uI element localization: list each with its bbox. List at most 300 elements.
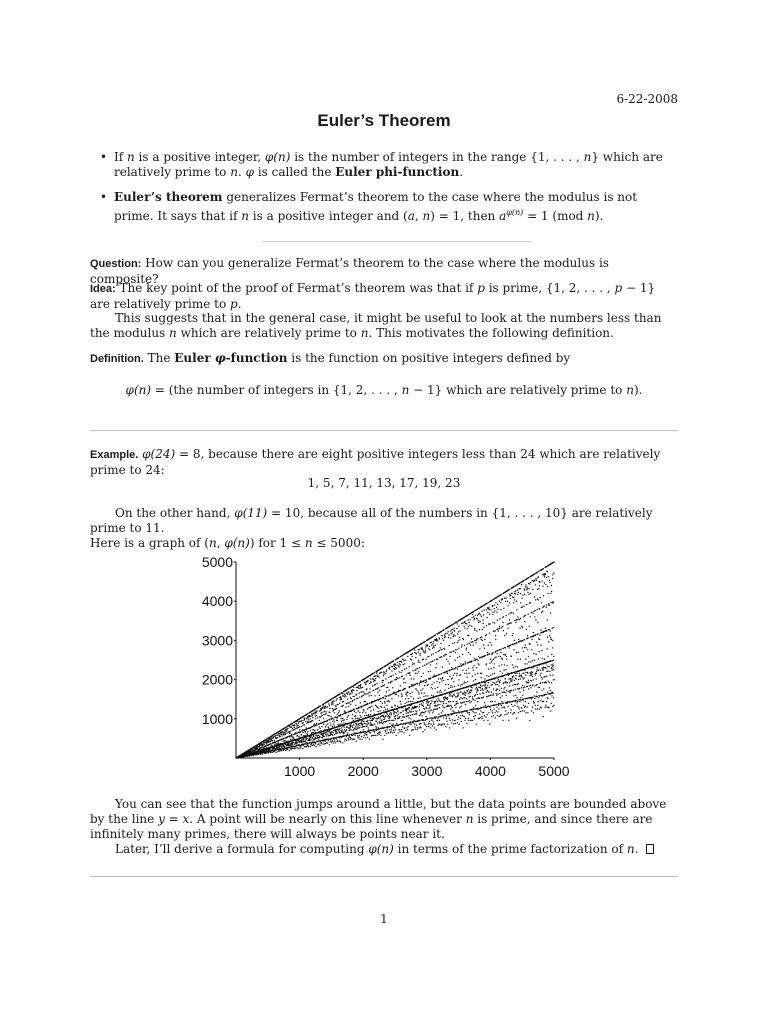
data-point bbox=[359, 688, 360, 689]
data-point bbox=[306, 746, 307, 747]
data-point bbox=[411, 659, 412, 660]
data-point bbox=[515, 590, 516, 591]
data-point bbox=[523, 651, 524, 652]
data-point bbox=[419, 697, 420, 698]
data-point bbox=[451, 692, 452, 693]
data-point bbox=[487, 690, 488, 691]
data-point bbox=[412, 662, 413, 663]
data-point bbox=[395, 729, 396, 730]
data-point bbox=[519, 619, 520, 620]
data-point bbox=[433, 653, 434, 654]
data-point bbox=[476, 723, 477, 724]
data-point bbox=[494, 712, 495, 713]
data-point bbox=[507, 624, 508, 625]
data-point bbox=[411, 723, 412, 724]
data-point bbox=[444, 699, 445, 700]
data-point bbox=[401, 670, 402, 671]
data-point bbox=[512, 633, 513, 634]
data-point bbox=[363, 729, 364, 730]
data-point bbox=[464, 697, 465, 698]
data-point bbox=[484, 688, 485, 689]
data-point bbox=[541, 650, 542, 651]
data-point bbox=[514, 640, 515, 641]
data-point bbox=[415, 684, 416, 685]
data-point bbox=[435, 634, 436, 635]
data-point bbox=[536, 684, 537, 685]
data-point bbox=[433, 682, 434, 683]
data-point bbox=[336, 733, 337, 734]
data-point bbox=[510, 645, 511, 646]
data-point bbox=[425, 659, 426, 660]
data-point bbox=[393, 720, 394, 721]
data-point bbox=[375, 684, 376, 685]
data-point bbox=[505, 669, 506, 670]
data-point bbox=[520, 678, 521, 679]
data-point bbox=[453, 701, 454, 702]
data-point bbox=[503, 616, 504, 617]
data-point bbox=[522, 640, 523, 641]
data-point bbox=[526, 629, 527, 630]
data-point bbox=[448, 701, 449, 702]
data-point bbox=[262, 754, 263, 755]
data-point bbox=[400, 712, 401, 713]
data-point bbox=[401, 731, 402, 732]
data-point bbox=[500, 649, 501, 650]
data-point bbox=[527, 686, 528, 687]
data-point bbox=[328, 703, 329, 704]
data-point bbox=[373, 729, 374, 730]
data-point bbox=[333, 723, 334, 724]
data-point bbox=[501, 701, 502, 702]
data-point bbox=[444, 723, 445, 724]
data-point bbox=[421, 692, 422, 693]
data-point bbox=[439, 707, 440, 708]
data-point bbox=[350, 729, 351, 730]
data-point bbox=[488, 602, 489, 603]
data-point bbox=[447, 699, 448, 700]
data-point bbox=[470, 691, 471, 692]
data-point bbox=[383, 697, 384, 698]
data-point bbox=[273, 736, 274, 737]
data-point bbox=[487, 720, 488, 721]
data-point bbox=[334, 734, 335, 735]
data-point bbox=[310, 718, 311, 719]
data-point bbox=[314, 723, 315, 724]
data-point bbox=[444, 634, 445, 635]
data-point bbox=[386, 696, 387, 697]
data-point bbox=[378, 687, 379, 688]
data-point bbox=[440, 701, 441, 702]
data-point bbox=[509, 685, 510, 686]
data-point bbox=[508, 613, 509, 614]
data-point bbox=[439, 650, 440, 651]
data-point bbox=[394, 669, 395, 670]
data-point bbox=[301, 740, 302, 741]
data-point bbox=[532, 612, 533, 613]
data-point bbox=[516, 619, 517, 620]
data-point bbox=[447, 697, 448, 698]
data-point bbox=[548, 576, 549, 577]
data-point bbox=[475, 705, 476, 706]
data-point bbox=[437, 708, 438, 709]
data-point bbox=[380, 732, 381, 733]
data-point bbox=[522, 627, 523, 628]
data-point bbox=[383, 685, 384, 686]
data-point bbox=[499, 626, 500, 627]
data-point bbox=[403, 682, 404, 683]
data-point bbox=[427, 705, 428, 706]
data-point bbox=[454, 660, 455, 661]
data-point bbox=[435, 708, 436, 709]
data-point bbox=[397, 711, 398, 712]
data-point bbox=[492, 701, 493, 702]
data-point bbox=[424, 712, 425, 713]
data-point bbox=[430, 671, 431, 672]
data-point bbox=[481, 677, 482, 678]
data-point bbox=[523, 699, 524, 700]
data-point bbox=[434, 727, 435, 728]
data-point bbox=[501, 664, 502, 665]
data-point bbox=[363, 726, 364, 727]
data-point bbox=[434, 676, 435, 677]
data-point bbox=[520, 593, 521, 594]
data-point bbox=[542, 678, 543, 679]
data-point bbox=[534, 596, 535, 597]
data-point bbox=[436, 639, 437, 640]
data-point bbox=[544, 676, 545, 677]
data-point bbox=[530, 593, 531, 594]
data-point bbox=[426, 681, 427, 682]
data-point bbox=[298, 736, 299, 737]
data-point bbox=[500, 671, 501, 672]
data-point bbox=[350, 726, 351, 727]
data-point bbox=[302, 732, 303, 733]
data-point bbox=[489, 707, 490, 708]
data-point bbox=[445, 684, 446, 685]
data-point bbox=[467, 681, 468, 682]
data-point bbox=[494, 622, 495, 623]
data-point bbox=[284, 746, 285, 747]
data-point bbox=[513, 649, 514, 650]
data-point bbox=[484, 682, 485, 683]
data-point bbox=[525, 706, 526, 707]
data-point bbox=[377, 691, 378, 692]
data-point bbox=[298, 748, 299, 749]
data-point bbox=[411, 691, 412, 692]
data-point bbox=[348, 738, 349, 739]
data-point bbox=[346, 703, 347, 704]
data-point bbox=[341, 721, 342, 722]
data-point bbox=[272, 740, 273, 741]
data-point bbox=[300, 747, 301, 748]
data-point bbox=[476, 698, 477, 699]
data-point bbox=[322, 707, 323, 708]
data-point bbox=[354, 728, 355, 729]
data-point bbox=[275, 735, 276, 736]
data-point bbox=[285, 740, 286, 741]
data-point bbox=[365, 684, 366, 685]
data-point bbox=[543, 688, 544, 689]
data-point bbox=[363, 695, 364, 696]
data-point bbox=[512, 596, 513, 597]
data-point bbox=[431, 644, 432, 645]
data-point bbox=[456, 715, 457, 716]
data-point bbox=[337, 698, 338, 699]
data-point bbox=[449, 720, 450, 721]
data-point bbox=[381, 672, 382, 673]
data-point bbox=[441, 680, 442, 681]
data-point bbox=[423, 651, 424, 652]
data-point bbox=[479, 648, 480, 649]
data-point bbox=[497, 650, 498, 651]
data-point bbox=[544, 582, 545, 583]
data-point bbox=[457, 668, 458, 669]
data-point bbox=[437, 691, 438, 692]
data-point bbox=[484, 639, 485, 640]
data-point bbox=[323, 714, 324, 715]
data-point bbox=[447, 679, 448, 680]
data-point bbox=[401, 729, 402, 730]
data-point bbox=[389, 668, 390, 669]
data-point bbox=[367, 680, 368, 681]
data-point bbox=[485, 705, 486, 706]
data-point bbox=[364, 693, 365, 694]
data-point bbox=[406, 695, 407, 696]
data-point bbox=[521, 626, 522, 627]
data-point bbox=[531, 710, 532, 711]
data-point bbox=[480, 687, 481, 688]
data-point bbox=[487, 612, 488, 613]
data-point bbox=[528, 703, 529, 704]
data-point bbox=[449, 652, 450, 653]
data-point bbox=[398, 666, 399, 667]
data-point bbox=[424, 685, 425, 686]
data-point bbox=[474, 660, 475, 661]
data-point bbox=[495, 630, 496, 631]
data-point bbox=[409, 707, 410, 708]
data-point bbox=[535, 678, 536, 679]
data-point bbox=[329, 708, 330, 709]
data-point bbox=[539, 651, 540, 652]
data-point bbox=[512, 684, 513, 685]
data-point bbox=[533, 679, 534, 680]
data-point bbox=[290, 736, 291, 737]
data-point bbox=[480, 710, 481, 711]
data-point bbox=[542, 574, 543, 575]
data-point bbox=[468, 689, 469, 690]
data-point bbox=[415, 728, 416, 729]
data-point bbox=[491, 644, 492, 645]
data-point bbox=[431, 700, 432, 701]
data-point bbox=[442, 666, 443, 667]
data-point bbox=[431, 720, 432, 721]
data-point bbox=[508, 678, 509, 679]
data-point bbox=[507, 701, 508, 702]
data-point bbox=[336, 737, 337, 738]
data-point bbox=[299, 726, 300, 727]
data-point bbox=[536, 572, 537, 573]
data-point bbox=[481, 697, 482, 698]
data-point bbox=[357, 735, 358, 736]
data-point bbox=[315, 746, 316, 747]
data-point bbox=[461, 684, 462, 685]
data-point bbox=[392, 732, 393, 733]
data-point bbox=[429, 649, 430, 650]
data-point bbox=[496, 695, 497, 696]
data-point bbox=[492, 660, 493, 661]
data-point bbox=[390, 731, 391, 732]
data-point bbox=[471, 690, 472, 691]
data-point bbox=[370, 722, 371, 723]
data-point bbox=[419, 715, 420, 716]
data-point bbox=[535, 705, 536, 706]
data-point bbox=[510, 595, 511, 596]
data-point bbox=[305, 740, 306, 741]
intro-bullet-list bbox=[98, 150, 680, 234]
data-point bbox=[541, 677, 542, 678]
data-point bbox=[291, 734, 292, 735]
data-point bbox=[315, 718, 316, 719]
data-point bbox=[308, 719, 309, 720]
data-point bbox=[512, 706, 513, 707]
data-point bbox=[481, 673, 482, 674]
data-point bbox=[494, 657, 495, 658]
data-point bbox=[544, 576, 545, 577]
data-point bbox=[522, 710, 523, 711]
data-point bbox=[307, 743, 308, 744]
data-point bbox=[542, 695, 543, 696]
data-point bbox=[529, 685, 530, 686]
data-point bbox=[405, 698, 406, 699]
data-point bbox=[389, 666, 390, 667]
data-point bbox=[528, 583, 529, 584]
data-point bbox=[425, 652, 426, 653]
data-point bbox=[387, 701, 388, 702]
data-point bbox=[546, 694, 547, 695]
data-point bbox=[498, 708, 499, 709]
data-point bbox=[454, 642, 455, 643]
data-point bbox=[268, 752, 269, 753]
data-point bbox=[463, 664, 464, 665]
data-point bbox=[383, 722, 384, 723]
data-point bbox=[497, 684, 498, 685]
data-point bbox=[358, 737, 359, 738]
data-point bbox=[417, 727, 418, 728]
data-point bbox=[442, 710, 443, 711]
data-point bbox=[508, 720, 509, 721]
data-point bbox=[507, 601, 508, 602]
data-point bbox=[459, 656, 460, 657]
data-point bbox=[538, 701, 539, 702]
data-point bbox=[498, 630, 499, 631]
data-point bbox=[546, 676, 547, 677]
data-point bbox=[457, 642, 458, 643]
data-point bbox=[378, 734, 379, 735]
data-point bbox=[451, 667, 452, 668]
data-point bbox=[423, 706, 424, 707]
data-point bbox=[442, 677, 443, 678]
data-point bbox=[275, 748, 276, 749]
data-point bbox=[297, 747, 298, 748]
data-point bbox=[488, 644, 489, 645]
data-point bbox=[459, 637, 460, 638]
data-point bbox=[519, 676, 520, 677]
data-point bbox=[418, 698, 419, 699]
data-point bbox=[515, 695, 516, 696]
data-point bbox=[313, 729, 314, 730]
data-point bbox=[551, 695, 552, 696]
data-point bbox=[458, 693, 459, 694]
data-point bbox=[546, 682, 547, 683]
data-point bbox=[335, 742, 336, 743]
data-point bbox=[269, 749, 270, 750]
idea-label: Idea: bbox=[90, 283, 116, 295]
data-point bbox=[433, 641, 434, 642]
data-point bbox=[498, 685, 499, 686]
data-point bbox=[471, 617, 472, 618]
data-point bbox=[550, 593, 551, 594]
data-point bbox=[515, 675, 516, 676]
data-point bbox=[446, 718, 447, 719]
data-point bbox=[332, 702, 333, 703]
data-point bbox=[514, 705, 515, 706]
data-point bbox=[414, 713, 415, 714]
data-point bbox=[492, 673, 493, 674]
data-point bbox=[519, 628, 520, 629]
data-point bbox=[399, 717, 400, 718]
data-point bbox=[384, 718, 385, 719]
data-point bbox=[356, 690, 357, 691]
data-point bbox=[515, 684, 516, 685]
data-point bbox=[356, 694, 357, 695]
data-point bbox=[542, 670, 543, 671]
data-point bbox=[494, 663, 495, 664]
data-point bbox=[417, 661, 418, 662]
data-point bbox=[280, 736, 281, 737]
data-point bbox=[518, 707, 519, 708]
data-point bbox=[532, 684, 533, 685]
data-point bbox=[482, 629, 483, 630]
data-point bbox=[312, 717, 313, 718]
data-point bbox=[458, 631, 459, 632]
data-point bbox=[475, 679, 476, 680]
data-point bbox=[319, 726, 320, 727]
data-point bbox=[525, 659, 526, 660]
data-point bbox=[378, 716, 379, 717]
data-point bbox=[516, 718, 517, 719]
data-point bbox=[529, 583, 530, 584]
data-point bbox=[347, 693, 348, 694]
data-point bbox=[492, 622, 493, 623]
data-point bbox=[266, 742, 267, 743]
data-point bbox=[281, 735, 282, 736]
data-point bbox=[493, 659, 494, 660]
data-point bbox=[438, 716, 439, 717]
data-point bbox=[465, 682, 466, 683]
data-point bbox=[537, 667, 538, 668]
data-point bbox=[420, 727, 421, 728]
data-point bbox=[492, 712, 493, 713]
data-point bbox=[468, 720, 469, 721]
data-point bbox=[346, 712, 347, 713]
data-point bbox=[462, 702, 463, 703]
data-point bbox=[358, 718, 359, 719]
data-point bbox=[523, 705, 524, 706]
data-point bbox=[401, 723, 402, 724]
data-point bbox=[374, 676, 375, 677]
data-point bbox=[367, 693, 368, 694]
data-point bbox=[469, 714, 470, 715]
